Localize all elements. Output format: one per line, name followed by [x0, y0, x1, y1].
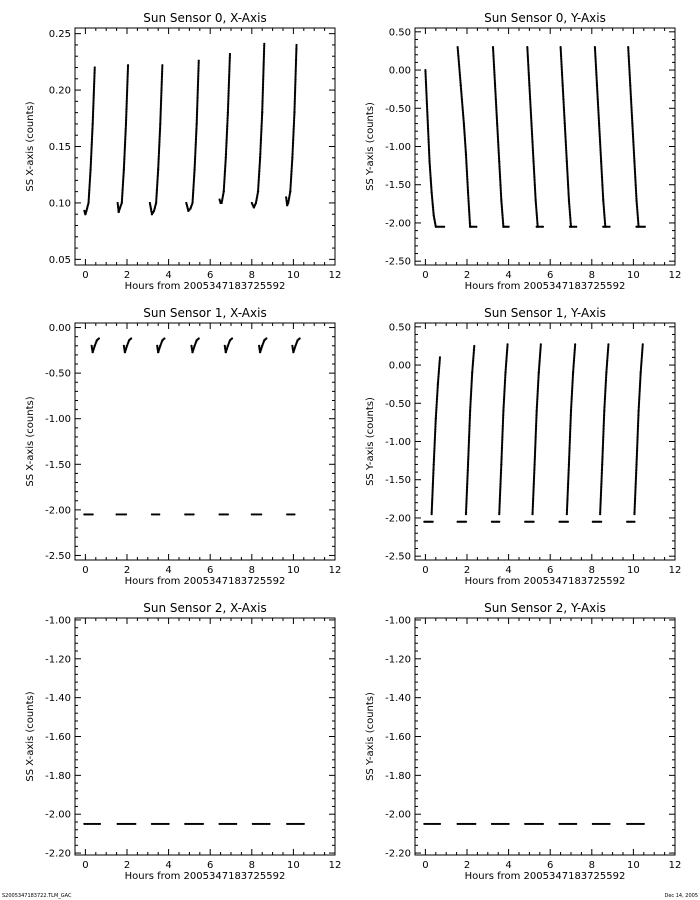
chart-0-point-0 — [94, 66, 96, 68]
chart-4-xtick-label-5: 10 — [287, 860, 300, 871]
chart-3 — [365, 306, 681, 587]
chart-2-trace-2 — [156, 337, 165, 353]
chart-1-frame — [415, 28, 675, 265]
chart-0-trace-3 — [185, 60, 200, 212]
chart-1-trace-1 — [436, 226, 445, 228]
chart-5-point-2 — [508, 823, 510, 825]
chart-1-trace-10 — [594, 46, 607, 228]
chart-3-point-9 — [574, 343, 576, 345]
chart-2-point-8 — [125, 513, 127, 515]
chart-4 — [25, 601, 341, 882]
chart-3-ytick-label-3: -1.00 — [385, 437, 411, 448]
chart-1-ytick-label-1: -2.00 — [385, 218, 411, 230]
chart-3-frame — [415, 323, 675, 560]
chart-5-ytick-label-1: -2.00 — [385, 809, 411, 821]
chart-3-ytick-label-1: -2.00 — [385, 513, 411, 525]
chart-2-point-11 — [227, 513, 229, 515]
chart-3-point-6 — [532, 521, 534, 523]
chart-1-ytick-label-5: 0.00 — [388, 65, 411, 77]
chart-4-xtick-label-0: 0 — [82, 860, 89, 871]
chart-3-trace-11 — [599, 343, 610, 515]
chart-0-ytick-label-3: 0.20 — [48, 85, 71, 97]
chart-1-point-9 — [575, 226, 577, 228]
chart-4-trace-5 — [252, 823, 271, 825]
chart-1-xtick-label-0: 0 — [422, 270, 429, 281]
chart-2-ytick-label-4: -0.50 — [45, 368, 71, 380]
chart-1-trace-11 — [602, 226, 610, 228]
chart-2-trace-7 — [83, 513, 94, 515]
chart-2-xlabel: Hours from 2005347183725592 — [124, 576, 286, 587]
chart-4-trace-4 — [218, 823, 237, 825]
chart-3-xtick-label-6: 12 — [668, 565, 682, 576]
chart-2-trace-3 — [190, 337, 199, 353]
chart-5-xtick-label-0: 0 — [422, 860, 429, 871]
chart-4-ytick-label-6: -1.00 — [45, 615, 71, 627]
chart-2-point-4 — [231, 337, 233, 339]
chart-1-trace-6 — [526, 46, 539, 228]
chart-3-point-4 — [498, 521, 500, 523]
chart-5-trace-2 — [491, 823, 510, 825]
chart-3-xtick-label-0: 0 — [422, 565, 429, 576]
chart-2-ytick-label-1: -2.00 — [45, 505, 71, 517]
chart-3-trace-12 — [626, 521, 635, 523]
chart-0-trace-6 — [285, 44, 298, 206]
chart-0-xlabel: Hours from 2005347183725592 — [124, 281, 286, 292]
chart-3-trace-4 — [491, 521, 500, 523]
chart-2-point-5 — [265, 337, 267, 339]
chart-5-point-3 — [542, 823, 544, 825]
chart-1-ytick-label-6: 0.50 — [388, 27, 411, 39]
chart-4-point-6 — [303, 823, 305, 825]
chart-2-trace-9 — [151, 513, 160, 515]
chart-2-point-13 — [293, 513, 295, 515]
chart-2 — [25, 306, 341, 587]
chart-2-trace-13 — [286, 513, 295, 515]
chart-2-trace-8 — [116, 513, 128, 515]
chart-4-xtick-label-4: 8 — [248, 860, 255, 871]
chart-5-xtick-label-4: 8 — [588, 860, 595, 871]
chart-0-ytick-label-2: 0.15 — [48, 142, 71, 153]
chart-3-point-10 — [600, 521, 602, 523]
chart-1-trace-8 — [560, 46, 573, 228]
chart-1-ytick-label-2: -1.50 — [385, 180, 411, 192]
chart-2-trace-0 — [91, 337, 100, 353]
chart-1-xlabel: Hours from 2005347183725592 — [464, 281, 626, 292]
chart-3-xtick-label-1: 2 — [463, 565, 471, 576]
chart-5-point-1 — [474, 823, 476, 825]
chart-4-ytick-label-0: -2.20 — [45, 848, 71, 860]
chart-1-xtick-label-5: 10 — [627, 270, 640, 281]
chart-0-point-5 — [263, 43, 265, 45]
chart-2-xtick-label-2: 4 — [165, 565, 172, 576]
chart-3-ytick-label-5: 0.00 — [388, 360, 411, 372]
chart-1-title: Sun Sensor 0, Y-Axis — [484, 11, 606, 25]
chart-0-xtick-label-4: 8 — [248, 270, 255, 281]
chart-3-trace-9 — [566, 343, 577, 515]
chart-3-point-2 — [465, 521, 467, 523]
chart-3-xtick-label-2: 4 — [505, 565, 512, 576]
chart-3-point-7 — [540, 343, 542, 345]
chart-2-xtick-label-0: 0 — [82, 565, 89, 576]
chart-2-xtick-label-3: 6 — [207, 565, 214, 576]
chart-1-xtick-label-4: 8 — [588, 270, 595, 281]
chart-4-ytick-label-4: -1.40 — [45, 693, 71, 705]
chart-2-trace-5 — [258, 337, 267, 353]
chart-5-trace-0 — [423, 823, 441, 825]
chart-1-xtick-label-3: 6 — [547, 270, 554, 281]
chart-2-point-0 — [98, 337, 100, 339]
chart-0-xtick-label-2: 4 — [165, 270, 172, 281]
chart-0-trace-1 — [117, 64, 130, 213]
chart-4-point-5 — [268, 823, 270, 825]
chart-1-xtick-label-6: 12 — [668, 270, 682, 281]
chart-4-ylabel: SS X-axis (counts) — [25, 691, 36, 782]
chart-1-trace-5 — [502, 226, 509, 228]
chart-2-trace-4 — [224, 337, 233, 353]
chart-3-ylabel: SS Y-axis (counts) — [365, 397, 376, 486]
chart-5-ytick-label-6: -1.00 — [385, 615, 411, 627]
chart-0-title: Sun Sensor 0, X-Axis — [143, 11, 267, 25]
chart-1-ytick-label-4: -0.50 — [385, 103, 411, 115]
chart-3-ytick-label-4: -0.50 — [385, 398, 411, 410]
chart-0-xtick-label-6: 12 — [328, 270, 342, 281]
chart-4-ytick-label-5: -1.20 — [45, 654, 71, 666]
chart-4-trace-3 — [184, 823, 204, 825]
chart-5-xtick-label-2: 4 — [505, 860, 512, 871]
chart-1-point-13 — [644, 226, 646, 228]
chart-1-trace-12 — [627, 46, 640, 228]
chart-0-point-3 — [198, 60, 200, 62]
chart-3-point-13 — [642, 343, 644, 345]
chart-3-ytick-label-2: -1.50 — [385, 475, 411, 487]
chart-5-point-5 — [608, 823, 610, 825]
chart-4-xtick-label-6: 12 — [328, 860, 342, 871]
chart-0 — [25, 11, 341, 292]
chart-0-ytick-label-4: 0.25 — [48, 29, 71, 41]
chart-4-ytick-label-2: -1.80 — [45, 770, 71, 782]
chart-4-xtick-label-1: 2 — [123, 860, 131, 871]
chart-2-xtick-label-5: 10 — [287, 565, 300, 576]
chart-2-xtick-label-6: 12 — [328, 565, 342, 576]
chart-3-trace-0 — [423, 521, 434, 523]
chart-1-ytick-label-0: -2.50 — [385, 256, 411, 268]
chart-0-ytick-label-0: 0.05 — [48, 254, 71, 266]
chart-3-trace-7 — [531, 343, 542, 515]
chart-1-xtick-label-1: 2 — [463, 270, 471, 281]
chart-2-ytick-label-0: -2.50 — [45, 550, 71, 562]
chart-2-point-1 — [130, 337, 132, 339]
chart-2-trace-10 — [184, 513, 195, 515]
chart-3-trace-8 — [558, 521, 569, 523]
chart-4-point-3 — [202, 823, 204, 825]
chart-4-point-0 — [99, 823, 101, 825]
chart-3-trace-3 — [465, 345, 476, 515]
chart-3-trace-5 — [498, 343, 509, 515]
chart-5-frame — [415, 618, 675, 855]
chart-2-xtick-label-4: 8 — [248, 565, 255, 576]
chart-0-trace-4 — [218, 53, 231, 204]
chart-3-point-3 — [473, 345, 475, 347]
chart-5-trace-3 — [524, 823, 544, 825]
chart-4-xtick-label-2: 4 — [165, 860, 172, 871]
chart-2-trace-11 — [218, 513, 229, 515]
chart-2-ylabel: SS X-axis (counts) — [25, 396, 36, 487]
chart-0-point-2 — [161, 64, 163, 66]
chart-5-xtick-label-3: 6 — [547, 860, 554, 871]
chart-1-point-1 — [443, 226, 445, 228]
chart-3-point-12 — [633, 521, 635, 523]
chart-4-trace-1 — [117, 823, 137, 825]
chart-4-point-4 — [235, 823, 237, 825]
chart-1 — [365, 11, 681, 292]
chart-2-trace-6 — [291, 337, 300, 353]
chart-5-trace-6 — [626, 823, 645, 825]
chart-2-frame — [75, 323, 335, 560]
chart-4-ytick-label-3: -1.60 — [45, 732, 71, 743]
chart-1-point-7 — [542, 226, 544, 228]
chart-5-xtick-label-1: 2 — [463, 860, 471, 871]
chart-0-ytick-label-1: 0.10 — [48, 198, 71, 210]
chart-3-title: Sun Sensor 1, Y-Axis — [484, 306, 606, 320]
chart-3-xtick-label-4: 8 — [588, 565, 595, 576]
chart-3-point-0 — [432, 521, 434, 523]
chart-4-point-1 — [134, 823, 136, 825]
chart-5-xtick-label-6: 12 — [668, 860, 682, 871]
chart-5-point-4 — [575, 823, 577, 825]
chart-0-xtick-label-3: 6 — [207, 270, 214, 281]
chart-1-trace-9 — [569, 226, 577, 228]
chart-3-point-5 — [506, 343, 508, 345]
chart-2-ytick-label-5: 0.00 — [48, 323, 71, 335]
chart-5-ytick-label-2: -1.80 — [385, 770, 411, 782]
chart-3-trace-13 — [633, 343, 644, 515]
chart-2-ytick-label-2: -1.50 — [45, 459, 71, 471]
chart-5-point-0 — [439, 823, 441, 825]
chart-0-point-6 — [295, 44, 297, 46]
chart-1-point-5 — [508, 226, 510, 228]
chart-1-trace-4 — [492, 46, 505, 228]
chart-5-ylabel: SS Y-axis (counts) — [365, 692, 376, 781]
chart-4-title: Sun Sensor 2, X-Axis — [143, 601, 267, 615]
chart-2-point-7 — [92, 513, 94, 515]
chart-3-trace-2 — [457, 521, 468, 523]
chart-1-xtick-label-2: 4 — [505, 270, 512, 281]
chart-3-ytick-label-6: 0.50 — [388, 322, 411, 334]
chart-2-point-2 — [163, 337, 165, 339]
chart-5-trace-5 — [592, 823, 611, 825]
chart-0-trace-2 — [149, 64, 164, 215]
chart-5-xtick-label-5: 10 — [627, 860, 640, 871]
chart-3-point-8 — [567, 521, 569, 523]
chart-5-trace-4 — [558, 823, 577, 825]
chart-1-ylabel: SS Y-axis (counts) — [365, 102, 376, 191]
chart-0-ylabel: SS X-axis (counts) — [25, 101, 36, 192]
chart-1-trace-13 — [635, 226, 646, 228]
chart-1-point-11 — [608, 226, 610, 228]
footer-filename: S2005347183722.TLM_GAC — [2, 893, 72, 899]
chart-5 — [365, 601, 681, 882]
chart-2-ytick-label-3: -1.00 — [45, 414, 71, 426]
chart-4-ytick-label-1: -2.00 — [45, 809, 71, 821]
chart-5-trace-1 — [457, 823, 477, 825]
chart-3-xlabel: Hours from 2005347183725592 — [464, 576, 626, 587]
chart-3-ytick-label-0: -2.50 — [385, 551, 411, 563]
chart-0-xtick-label-1: 2 — [123, 270, 131, 281]
chart-2-point-3 — [198, 337, 200, 339]
chart-3-trace-6 — [524, 521, 535, 523]
footer-date: Dec 14, 2005 — [664, 893, 698, 899]
chart-1-trace-7 — [536, 226, 544, 228]
chart-0-trace-0 — [83, 66, 96, 215]
chart-2-point-10 — [192, 513, 194, 515]
chart-0-trace-5 — [251, 43, 266, 209]
chart-4-frame — [75, 618, 335, 855]
chart-4-xtick-label-3: 6 — [207, 860, 214, 871]
chart-5-title: Sun Sensor 2, Y-Axis — [484, 601, 606, 615]
chart-3-point-1 — [439, 356, 441, 358]
chart-2-point-9 — [158, 513, 160, 515]
chart-3-xtick-label-5: 10 — [627, 565, 640, 576]
chart-3-trace-1 — [431, 356, 442, 515]
chart-0-point-4 — [229, 53, 231, 55]
chart-2-trace-12 — [251, 513, 263, 515]
chart-1-point-3 — [475, 226, 477, 228]
chart-5-ytick-label-0: -2.20 — [385, 848, 411, 860]
chart-3-point-11 — [607, 343, 609, 345]
chart-4-point-2 — [168, 823, 170, 825]
chart-2-title: Sun Sensor 1, X-Axis — [143, 306, 267, 320]
chart-1-trace-2 — [457, 46, 472, 228]
chart-4-trace-6 — [286, 823, 305, 825]
chart-2-point-6 — [299, 337, 301, 339]
chart-4-xlabel: Hours from 2005347183725592 — [124, 871, 286, 882]
chart-2-point-12 — [260, 513, 262, 515]
chart-0-xtick-label-5: 10 — [287, 270, 300, 281]
chart-5-point-6 — [643, 823, 645, 825]
chart-4-trace-0 — [83, 823, 101, 825]
chart-5-xlabel: Hours from 2005347183725592 — [464, 871, 626, 882]
chart-0-xtick-label-0: 0 — [82, 270, 89, 281]
chart-2-trace-1 — [123, 337, 132, 353]
chart-5-ytick-label-3: -1.60 — [385, 732, 411, 743]
chart-1-trace-0 — [424, 69, 437, 228]
chart-4-trace-2 — [151, 823, 170, 825]
chart-1-trace-3 — [469, 226, 477, 228]
chart-3-trace-10 — [592, 521, 603, 523]
chart-5-ytick-label-5: -1.20 — [385, 654, 411, 666]
chart-1-ytick-label-3: -1.00 — [385, 142, 411, 153]
chart-5-ytick-label-4: -1.40 — [385, 693, 411, 705]
chart-3-xtick-label-3: 6 — [547, 565, 554, 576]
chart-0-point-1 — [127, 64, 129, 66]
chart-2-xtick-label-1: 2 — [123, 565, 131, 576]
